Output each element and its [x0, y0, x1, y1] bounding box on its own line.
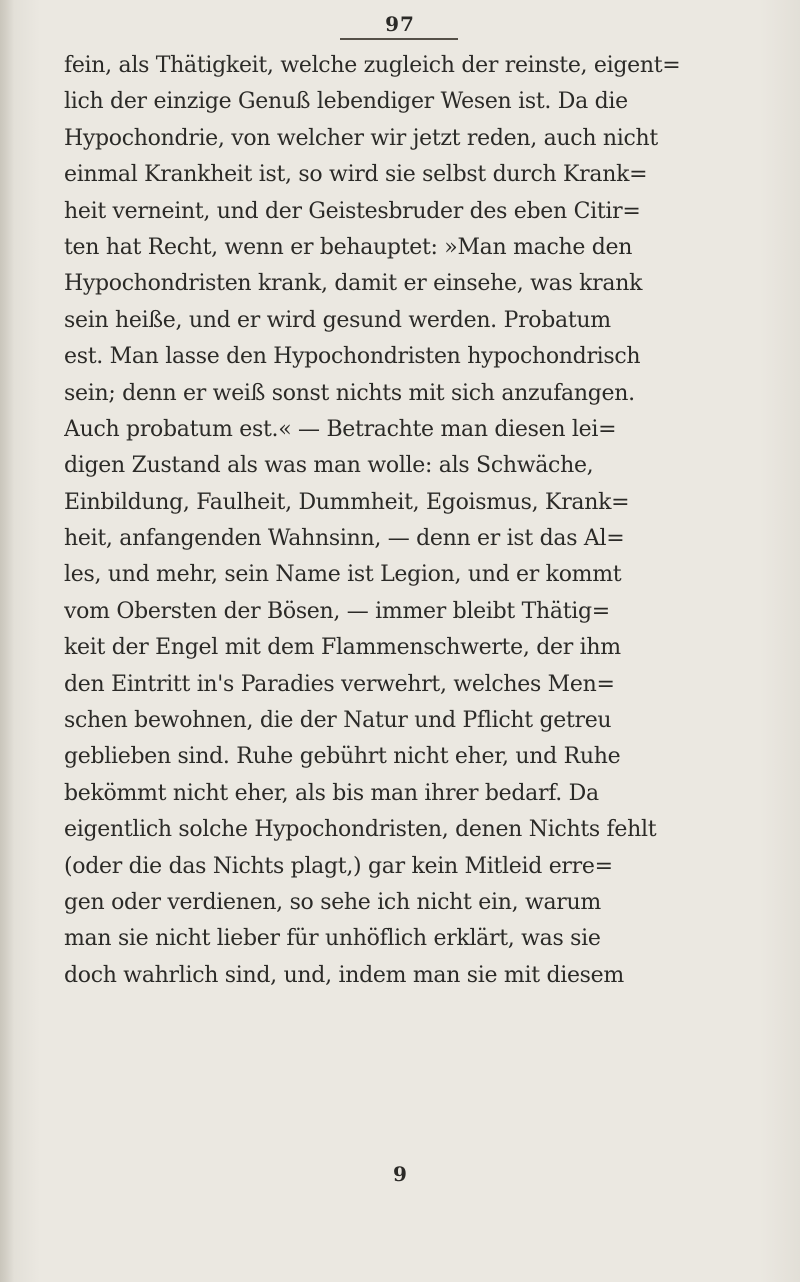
text-line: fein, als Thätigkeit, welche zugleich der reinste, eigent=: [64, 53, 681, 78]
body-text: [64, 48, 772, 994]
page-number: 97: [385, 12, 415, 36]
text-line: sein heiße, und er wird gesund werden. Probatum: [64, 307, 611, 333]
text-line: bekömmt nicht eher, als bis man ihrer bedarf. Da: [64, 780, 599, 806]
text-line: est. Man lasse den Hypochondristen hypochondrisch: [64, 344, 641, 370]
text-line: digen Zustand als was man wolle: als Schwäche,: [64, 453, 594, 479]
text-line: geblieben sind. Ruhe gebührt nicht eher, und Ruhe: [64, 744, 621, 770]
text-line: (oder die das Nichts plagt,) gar kein Mitleid erre=: [64, 853, 613, 879]
header-rule: [340, 38, 458, 40]
text-line: Einbildung, Faulheit, Dummheit, Egoismus, Krank=: [64, 489, 630, 515]
text-line: Hypochondrie, von welcher wir jetzt reden, auch nicht: [64, 125, 658, 151]
text-line: heit verneint, und der Geistesbruder des eben Citir=: [64, 198, 641, 224]
text-line: Auch probatum est.« — Betrachte man diesen lei=: [64, 416, 617, 442]
text-line: den Eintritt in's Paradies verwehrt, welches Men=: [64, 671, 615, 697]
text-line: doch wahrlich sind, und, indem man sie mit diesem: [64, 962, 624, 988]
text-line: man sie nicht lieber für unhöflich erklärt, was sie: [64, 926, 601, 952]
signature-mark: 9: [393, 1162, 407, 1186]
text-line: vom Obersten der Bösen, — immer bleibt Thätig=: [64, 598, 610, 624]
text-line: Hypochondristen krank, damit er einsehe, was krank: [64, 271, 643, 297]
text-line: heit, anfangenden Wahnsinn, — denn er ist das Al=: [64, 526, 625, 552]
text-line: les, und mehr, sein Name ist Legion, und er kommt: [64, 562, 622, 588]
text-line: keit der Engel mit dem Flammenschwerte, der ihm: [64, 635, 621, 661]
text-line: gen oder verdienen, so sehe ich nicht ein, warum: [64, 889, 601, 915]
text-line: schen bewohnen, die der Natur und Pflicht getreu: [64, 708, 612, 734]
text-line: sein; denn er weiß sonst nichts mit sich anzufangen.: [64, 380, 635, 406]
text-line: einmal Krankheit ist, so wird sie selbst durch Krank=: [64, 162, 648, 188]
text-line: lich der einzige Genuß lebendiger Wesen ist. Da die: [64, 89, 628, 115]
text-line: ten hat Recht, wenn er behauptet: »Man mache den: [64, 234, 633, 260]
text-line: eigentlich solche Hypochondristen, denen Nichts fehlt: [64, 817, 657, 843]
page-gutter-shadow: [0, 0, 14, 1282]
